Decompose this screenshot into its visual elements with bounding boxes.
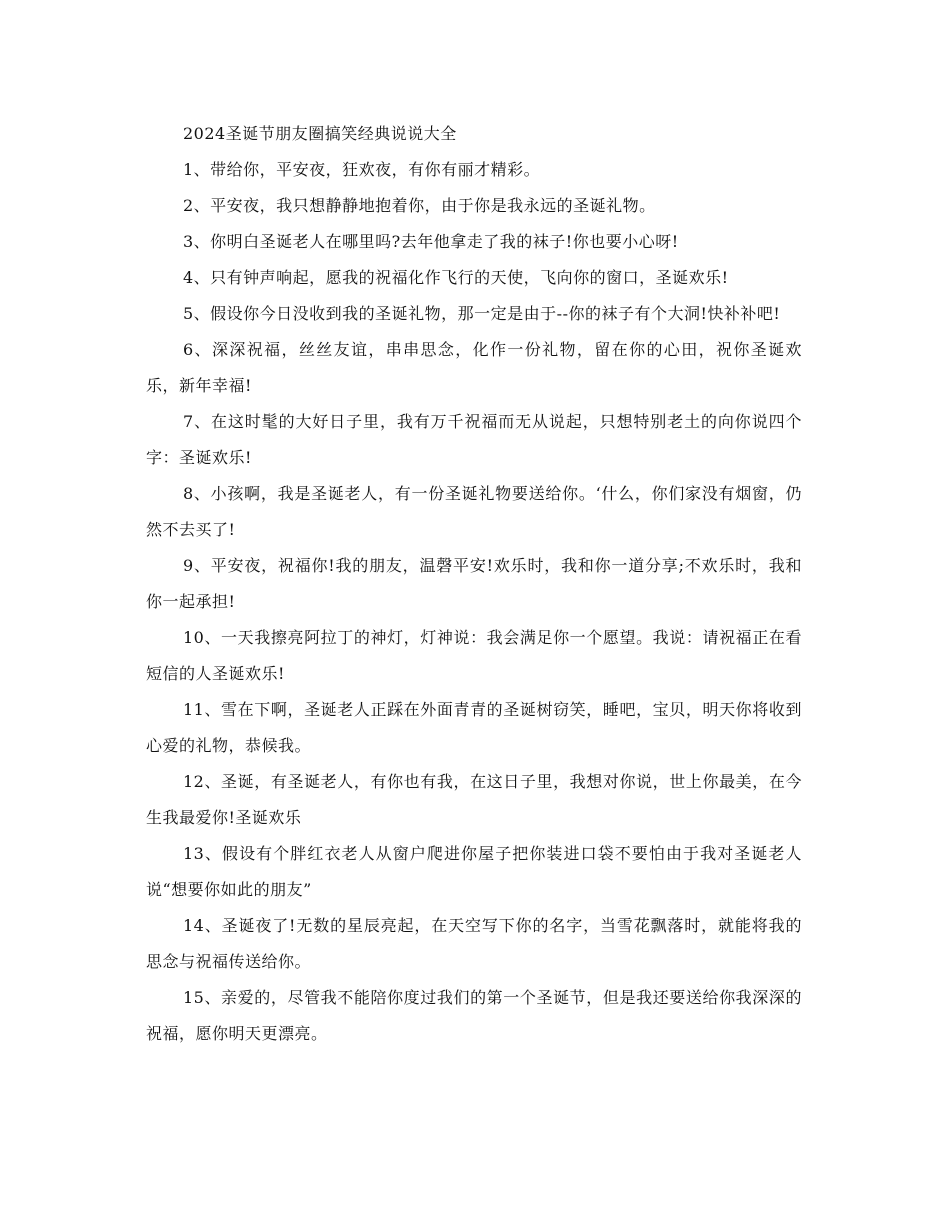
- paragraph-6: 6、深深祝福，丝丝友谊，串串思念，化作一份礼物，留在你的心田，祝你圣诞欢乐，新年幸福!: [146, 340, 802, 395]
- document-title: 2024圣诞节朋友圈搞笑经典说说大全: [183, 124, 457, 143]
- paragraph-4: 4、只有钟声响起，愿我的祝福化作飞行的天使，飞向你的窗口，圣诞欢乐!: [183, 268, 729, 287]
- paragraph-1: 1、带给你，平安夜，狂欢夜，有你有丽才精彩。: [183, 160, 541, 179]
- paragraph-13: 13、假设有个胖红衣老人从窗户爬进你屋子把你装进口袋不要怕由于我对圣诞老人说“想要你如此的朋友”: [146, 844, 802, 899]
- paragraph-7: 7、在这时髦的大好日子里，我有万千祝福而无从说起，只想特别老土的向你说四个字：圣诞欢乐!: [146, 412, 802, 467]
- paragraph-8: 8、小孩啊，我是圣诞老人，有一份圣诞礼物要送给你。‘什么，你们家没有烟窗，仍然不去买了!: [146, 484, 802, 539]
- paragraph-3: 3、你明白圣诞老人在哪里吗?去年他拿走了我的袜子!你也要小心呀!: [183, 232, 679, 251]
- paragraph-2: 2、平安夜，我只想静静地抱着你，由于你是我永远的圣诞礼物。: [183, 196, 656, 215]
- paragraph-5: 5、假设你今日没收到我的圣诞礼物，那一定是由于--你的袜子有个大洞!快补补吧!: [183, 304, 781, 323]
- paragraph-15: 15、亲爱的，尽管我不能陪你度过我们的第一个圣诞节，但是我还要送给你我深深的祝福，愿你明天更漂亮。: [146, 988, 802, 1043]
- paragraph-11: 11、雪在下啊，圣诞老人正踩在外面青青的圣诞树窃笑，睡吧，宝贝，明天你将收到心爱的礼物，恭候我。: [146, 700, 802, 755]
- paragraph-9: 9、平安夜，祝福你!我的朋友，温磬平安!欢乐时，我和你一道分享;不欢乐时，我和你一起承担!: [146, 556, 802, 611]
- paragraph-14: 14、圣诞夜了!无数的星辰亮起，在天空写下你的名字，当雪花飘落时，就能将我的思念与祝福传送给你。: [146, 916, 802, 971]
- document-body: [146, 116, 802, 1052]
- paragraph-10: 10、一天我擦亮阿拉丁的神灯，灯神说：我会满足你一个愿望。我说：请祝福正在看短信的人圣诞欢乐!: [146, 628, 802, 683]
- paragraph-12: 12、圣诞，有圣诞老人，有你也有我，在这日子里，我想对你说，世上你最美，在今生我最爱你!圣诞欢乐: [146, 772, 802, 827]
